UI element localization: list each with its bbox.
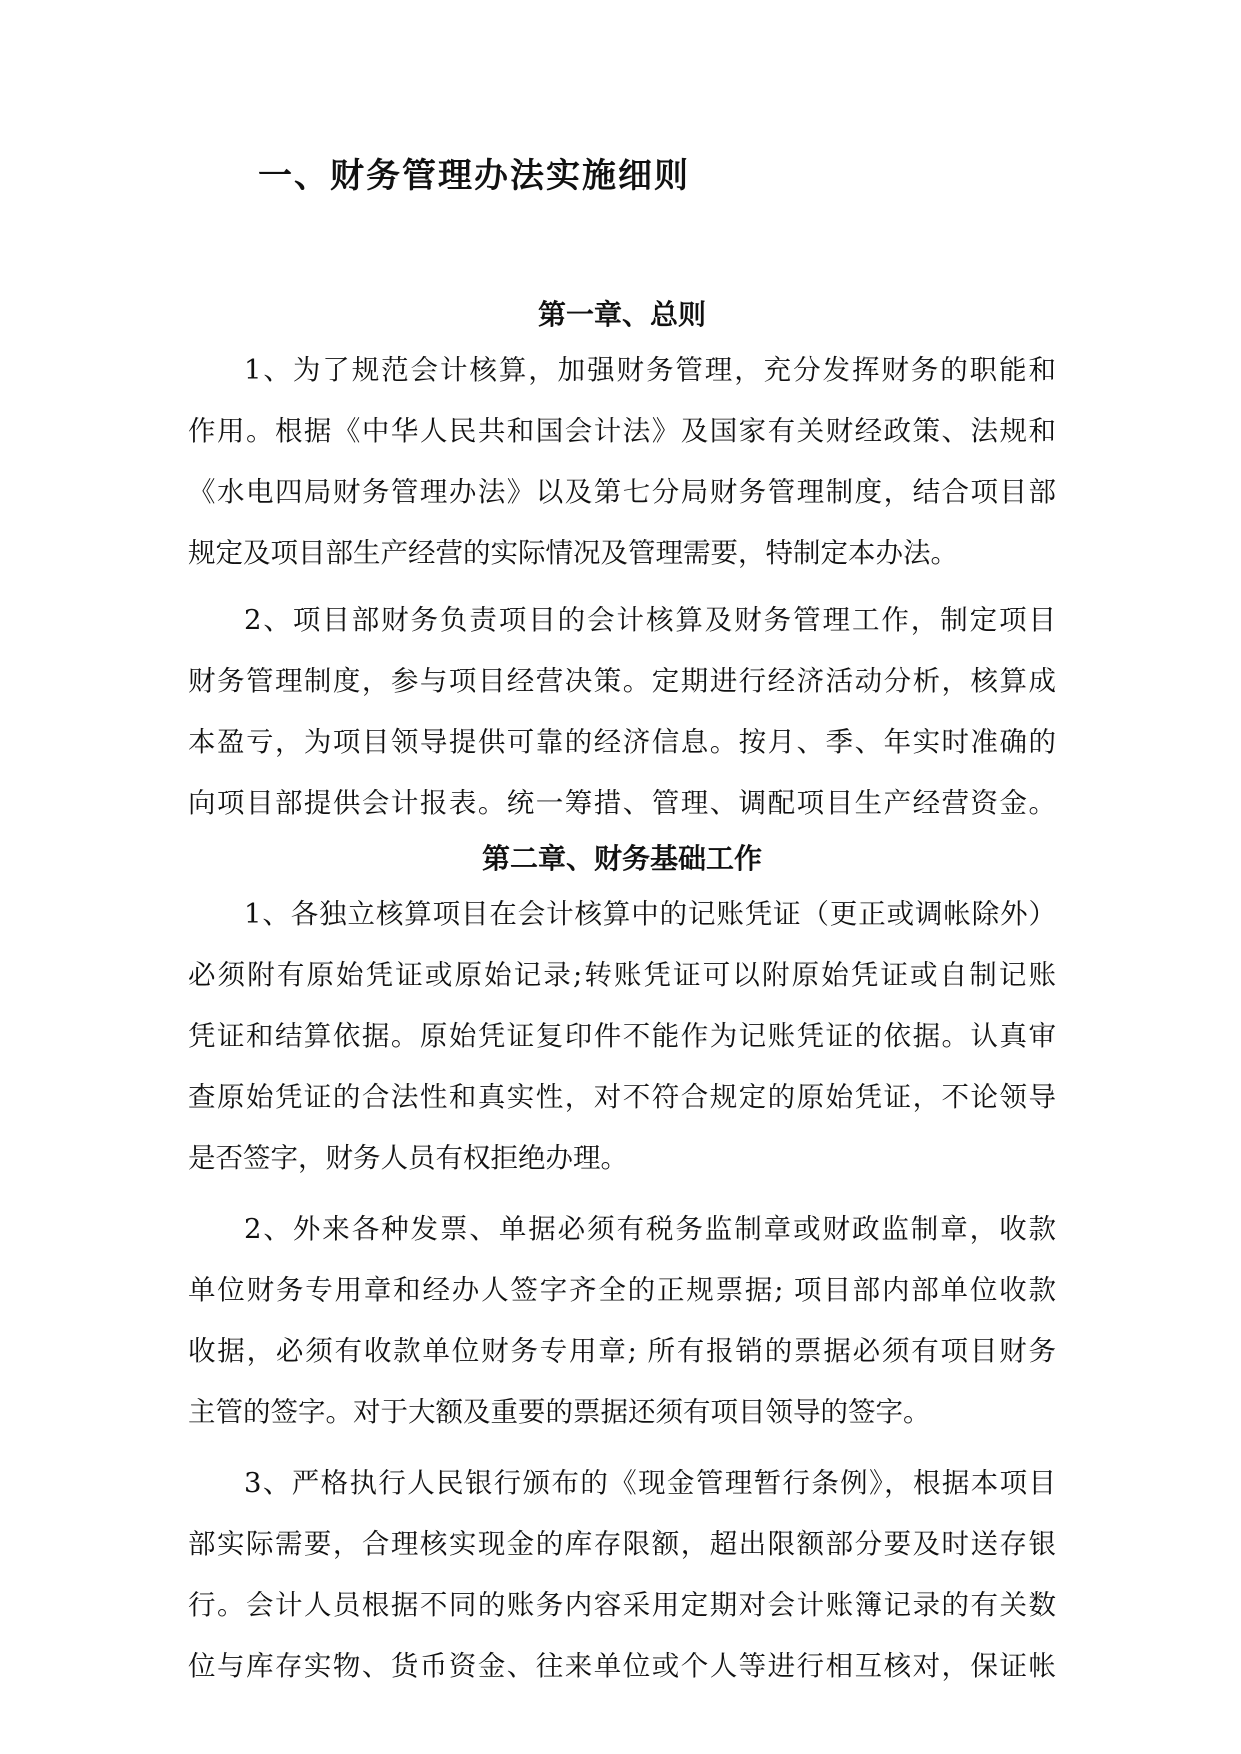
paragraph xyxy=(188,340,1056,584)
document-title: 一、财务管理办法实施细则 xyxy=(258,156,690,196)
text-line: 收据，必须有收款单位财务专用章; 所有报销的票据必须有项目财务 xyxy=(188,1335,1056,1367)
text-line: 部实际需要，合理核实现金的库存限额，超出限额部分要及时送存银 xyxy=(188,1528,1056,1560)
text-line: 查原始凭证的合法性和真实性，对不符合规定的原始凭证，不论领导 xyxy=(188,1081,1056,1113)
text-line: 主管的签字。对于大额及重要的票据还须有项目领导的签字。 xyxy=(188,1396,931,1428)
text-line: 2、外来各种发票、单据必须有税务监制章或财政监制章，收款 xyxy=(244,1213,1056,1245)
paragraph xyxy=(188,884,1056,1189)
paragraph xyxy=(188,590,1056,834)
chapter-heading: 第一章、总则 xyxy=(537,298,706,331)
document-body xyxy=(188,290,1056,1697)
text-line: 行。会计人员根据不同的账务内容采用定期对会计账簿记录的有关数 xyxy=(188,1589,1056,1621)
text-line: 位与库存实物、货币资金、往来单位或个人等进行相互核对，保证帐 xyxy=(188,1650,1056,1682)
text-line: 作用。根据《中华人民共和国会计法》及国家有关财经政策、法规和 xyxy=(188,415,1056,447)
text-line: 单位财务专用章和经办人签字齐全的正规票据; 项目部内部单位收款 xyxy=(188,1274,1056,1306)
text-line: 是否签字，财务人员有权拒绝办理。 xyxy=(188,1142,628,1174)
text-line: 1、各独立核算项目在会计核算中的记账凭证（更正或调帐除外） xyxy=(244,898,1056,930)
chapter-heading: 第二章、财务基础工作 xyxy=(481,842,762,875)
text-line: 2、项目部财务负责项目的会计核算及财务管理工作，制定项目 xyxy=(244,604,1056,636)
text-line: 3、严格执行人民银行颁布的《现金管理暂行条例》，根据本项目 xyxy=(244,1467,1056,1499)
text-line: 规定及项目部生产经营的实际情况及管理需要，特制定本办法。 xyxy=(188,537,958,569)
text-line: 凭证和结算依据。原始凭证复印件不能作为记账凭证的依据。认真审 xyxy=(188,1020,1056,1052)
text-line: 本盈亏，为项目领导提供可靠的经济信息。按月、季、年实时准确的 xyxy=(188,726,1056,758)
text-line: 必须附有原始凭证或原始记录;转账凭证可以附原始凭证或自制记账 xyxy=(188,959,1056,991)
text-line: 财务管理制度，参与项目经营决策。定期进行经济活动分析，核算成 xyxy=(188,665,1056,697)
text-line: 1、为了规范会计核算，加强财务管理，充分发挥财务的职能和 xyxy=(244,354,1056,386)
paragraph xyxy=(188,1199,1056,1443)
text-line: 向项目部提供会计报表。统一筹措、管理、调配项目生产经营资金。 xyxy=(188,787,1056,819)
paragraph xyxy=(188,1453,1056,1697)
text-line: 《水电四局财务管理办法》以及第七分局财务管理制度，结合项目部 xyxy=(188,476,1056,508)
